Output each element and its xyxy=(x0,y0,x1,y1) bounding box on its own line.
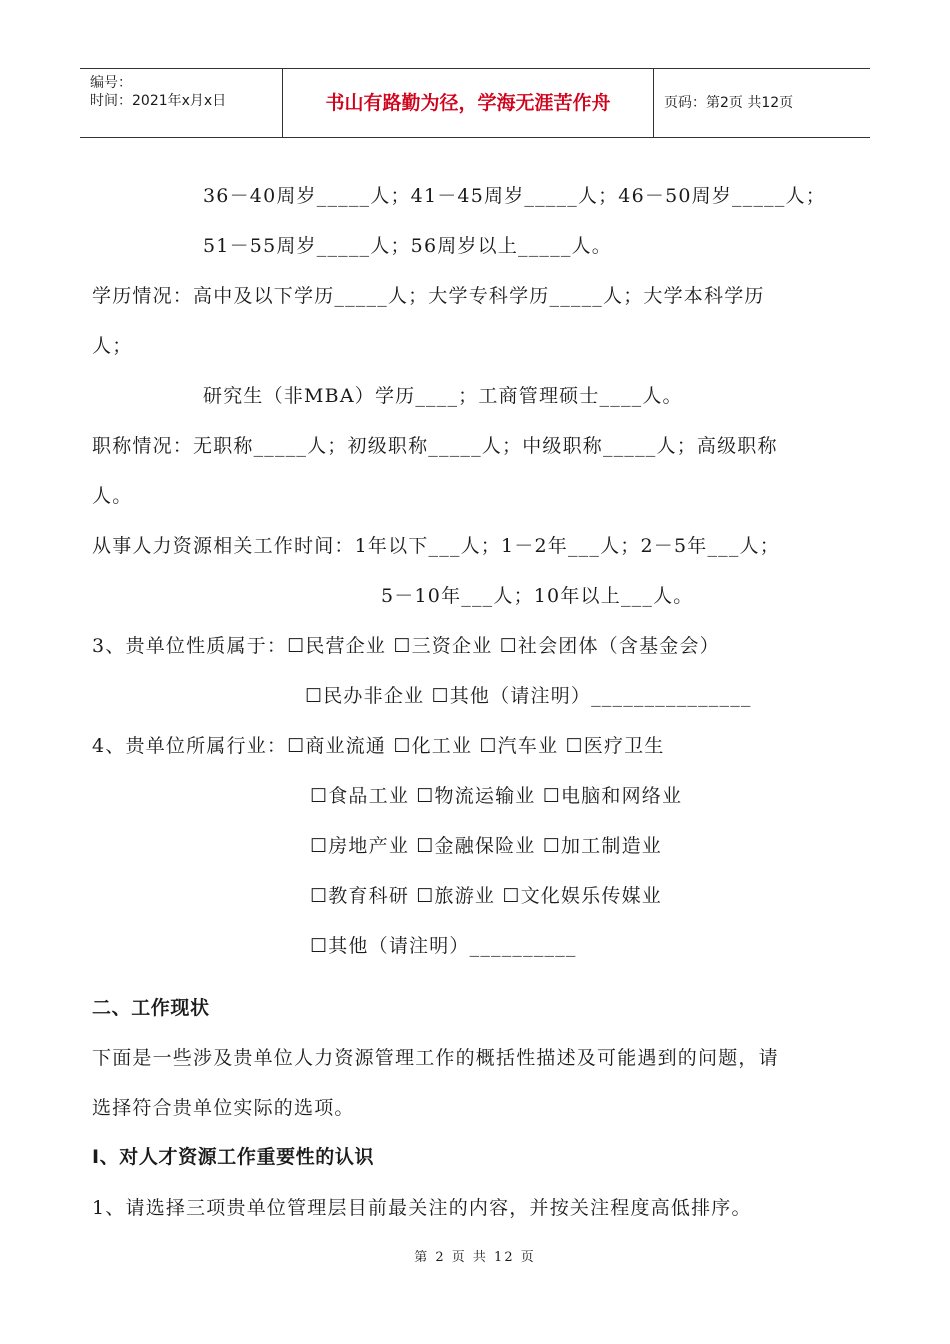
body-text-line: 选择符合贵单位实际的选项。 xyxy=(92,1097,355,1119)
body-text-line: 人； xyxy=(92,335,133,357)
section-heading: Ⅰ、对人才资源工作重要性的认识 xyxy=(92,1146,375,1168)
body-text-line: 人。 xyxy=(92,485,133,507)
body-text-line: 从事人力资源相关工作时间：1年以下___人；1－2年___人；2－5年___人； xyxy=(92,535,780,557)
page-header xyxy=(80,68,870,138)
body-text-line: ☐其他（请注明）__________ xyxy=(310,935,577,957)
body-text-line: 学历情况：高中及以下学历_____人；大学专科学历_____人；大学本科学历 xyxy=(92,285,765,307)
body-text-line: 1、请选择三项贵单位管理层目前最关注的内容，并按关注程度高低排序。 xyxy=(92,1197,752,1219)
page-footer: 第 2 页 共 12 页 xyxy=(414,1250,536,1265)
header-page-info: 页码：第2页 共12页 xyxy=(664,95,794,111)
section-heading: 二、工作现状 xyxy=(92,997,210,1019)
time-label: 时间：2021年x月x日 xyxy=(90,93,227,109)
body-text-line: ☐房地产业 ☐金融保险业 ☐加工制造业 xyxy=(310,835,662,857)
body-text-line: 下面是一些涉及贵单位人力资源管理工作的概括性描述及可能遇到的问题，请 xyxy=(92,1047,779,1069)
body-text-line: ☐教育科研 ☐旅游业 ☐文化娱乐传媒业 xyxy=(310,885,662,907)
header-meta-cell xyxy=(80,69,283,137)
body-text-line: 5－10年___人；10年以上___人。 xyxy=(381,585,694,607)
body-text-line: ☐民办非企业 ☐其他（请注明）_______________ xyxy=(305,685,752,707)
body-text-line: 职称情况：无职称_____人；初级职称_____人；中级职称_____人；高级职称 xyxy=(92,435,778,457)
body-text-line: 研究生（非MBA）学历____；工商管理硕士____人。 xyxy=(203,385,683,407)
header-motto: 书山有路勤为径，学海无涯苦作舟 xyxy=(283,69,654,137)
body-text-line: 36－40周岁_____人；41－45周岁_____人；46－50周岁_____人； xyxy=(203,185,826,207)
body-text-line: 4、贵单位所属行业：☐商业流通 ☐化工业 ☐汽车业 ☐医疗卫生 xyxy=(92,735,665,757)
number-label: 编号： xyxy=(90,75,132,91)
body-text-line: 3、贵单位性质属于：☐民营企业 ☐三资企业 ☐社会团体（含基金会） xyxy=(92,635,720,657)
body-text-line: ☐食品工业 ☐物流运输业 ☐电脑和网络业 xyxy=(310,785,683,807)
body-text-line: 51－55周岁_____人；56周岁以上_____人。 xyxy=(203,235,612,257)
